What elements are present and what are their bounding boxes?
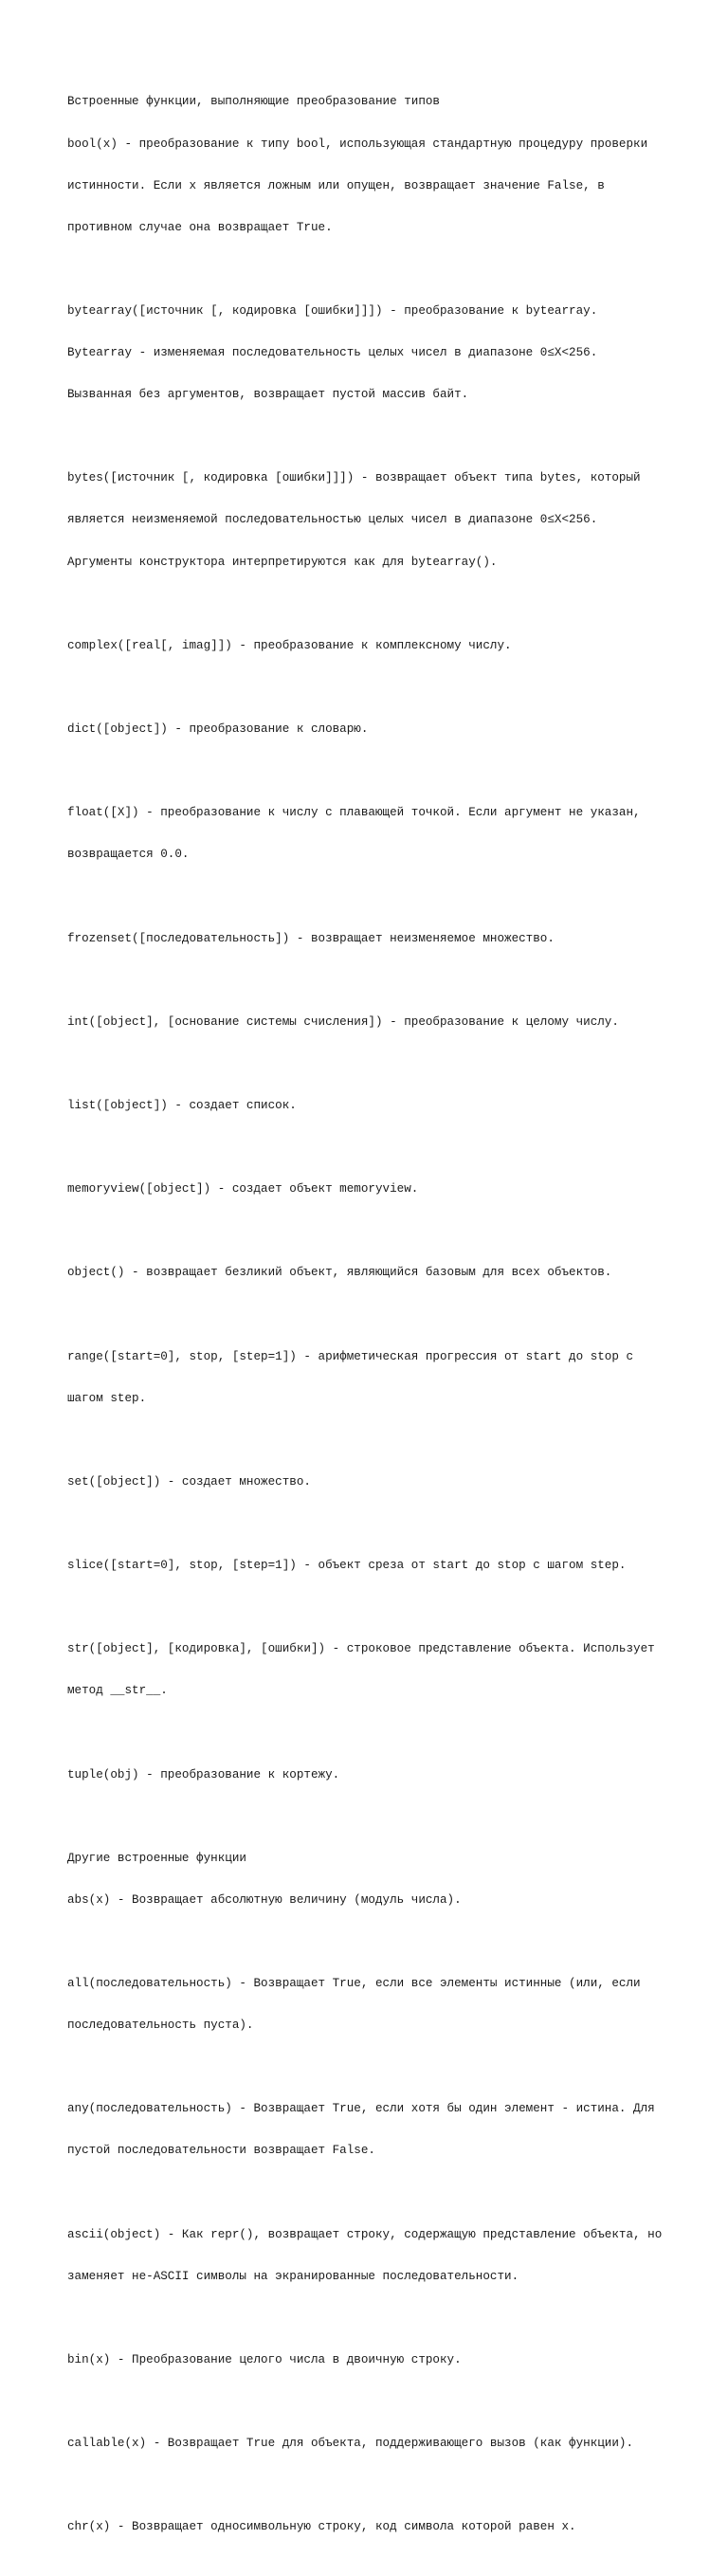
text-line: abs(x) - Возвращает абсолютную величину (модуль числа). <box>67 1892 462 1907</box>
text-line: frozenset([последовательность]) - возвращает неизменяемое множество. <box>67 931 555 945</box>
text-line: является неизменяемой последовательностью целых чисел в диапазоне 0≤X<256. <box>67 513 598 527</box>
text-line: Аргументы конструктора интерпретируются как для bytearray(). <box>67 555 498 569</box>
text-line: пустой последовательности возвращает False. <box>67 2144 375 2158</box>
section-heading-other-functions: Другие встроенные функции <box>67 1851 246 1865</box>
text-line: chr(x) - Возвращает односимвольную строку, код символа которой равен x. <box>67 2520 576 2534</box>
text-line: range([start=0], stop, [step=1]) - арифметическая прогрессия от start до stop с <box>67 1349 634 1363</box>
text-line: str([object], [кодировка], [ошибки]) - строковое представление объекта. Использует <box>67 1642 655 1656</box>
text-line: bin(x) - Преобразование целого числа в двоичную строку. <box>67 2353 462 2366</box>
text-line: шагом step. <box>67 1391 147 1405</box>
paragraph-float <box>67 778 674 890</box>
text-line: object() - возвращает безликий объект, являющийся базовым для всех объектов. <box>67 1266 612 1280</box>
section-heading-type-conversion: Встроенные функции, выполняющие преобразование типов <box>67 95 440 109</box>
text-line: последовательность пуста). <box>67 2019 254 2033</box>
text-line: метод __str__. <box>67 1684 168 1698</box>
text-line: callable(x) - Возвращает True для объекта, поддерживающего вызов (как функции). <box>67 2437 634 2451</box>
paragraph-str <box>67 1615 674 1726</box>
paragraph-bin <box>67 2326 674 2396</box>
paragraph-frozenset <box>67 904 674 974</box>
paragraph-chr <box>67 2493 674 2563</box>
text-line: tuple(obj) - преобразование к кортежу. <box>67 1767 340 1781</box>
text-line: dict([object]) - преобразование к словарю. <box>67 722 369 736</box>
document-page <box>67 67 674 2576</box>
text-line: противном случае она возвращает True. <box>67 220 333 234</box>
paragraph-bytes <box>67 444 674 597</box>
text-line: Вызванная без аргументов, возвращает пустой массив байт. <box>67 388 469 402</box>
text-line: истинности. Если х является ложным или опущен, возвращает значение False, в <box>67 178 605 192</box>
paragraph-callable <box>67 2409 674 2479</box>
text-line: ascii(object) - Как repr(), возвращает строку, содержащую представление объекта, но <box>67 2227 663 2241</box>
paragraph-ascii <box>67 2200 674 2311</box>
text-line: any(последовательность) - Возвращает True, если хотя бы один элемент - истина. Для <box>67 2102 655 2116</box>
paragraph-complex <box>67 611 674 681</box>
text-line: float([X]) - преобразование к числу с плавающей точкой. Если аргумент не указан, <box>67 806 641 820</box>
text-line: bool(x) - преобразование к типу bool, использующая стандартную процедуру проверки <box>67 137 648 151</box>
paragraph-other-functions-abs <box>67 1823 674 1935</box>
paragraph-range <box>67 1322 674 1434</box>
text-line: slice([start=0], stop, [step=1]) - объект среза от start до stop с шагом step. <box>67 1559 627 1573</box>
text-line: all(последовательность) - Возвращает True, если все элементы истинные (или, если <box>67 1977 641 1991</box>
paragraph-intro-bool <box>67 67 674 263</box>
paragraph-object <box>67 1238 674 1308</box>
text-line: int([object], [основание системы счисления]) - преобразование к целому числу. <box>67 1014 619 1029</box>
paragraph-memoryview <box>67 1155 674 1225</box>
paragraph-any <box>67 2074 674 2186</box>
paragraph-slice <box>67 1531 674 1601</box>
text-line: Bytearray - изменяемая последовательность целых чисел в диапазоне 0≤X<256. <box>67 346 598 360</box>
paragraph-dict <box>67 695 674 765</box>
text-line: bytearray([источник [, кодировка [ошибки]]]) - преобразование к bytearray. <box>67 303 598 318</box>
paragraph-list <box>67 1071 674 1142</box>
text-line: bytes([источник [, кодировка [ошибки]]]) - возвращает объект типа bytes, который <box>67 471 641 485</box>
paragraph-bytearray <box>67 277 674 430</box>
text-line: set([object]) - создает множество. <box>67 1474 311 1489</box>
text-line: заменяет не-ASCII символы на экранированные последовательности. <box>67 2269 519 2283</box>
text-line: memoryview([object]) - создает объект memoryview. <box>67 1182 419 1197</box>
paragraph-int <box>67 987 674 1057</box>
paragraph-set <box>67 1447 674 1517</box>
text-line: возвращается 0.0. <box>67 848 190 862</box>
paragraph-tuple <box>67 1740 674 1810</box>
text-line: list([object]) - создает список. <box>67 1098 297 1112</box>
paragraph-all <box>67 1949 674 2061</box>
text-line: complex([real[, imag]]) - преобразование к комплексному числу. <box>67 638 512 652</box>
